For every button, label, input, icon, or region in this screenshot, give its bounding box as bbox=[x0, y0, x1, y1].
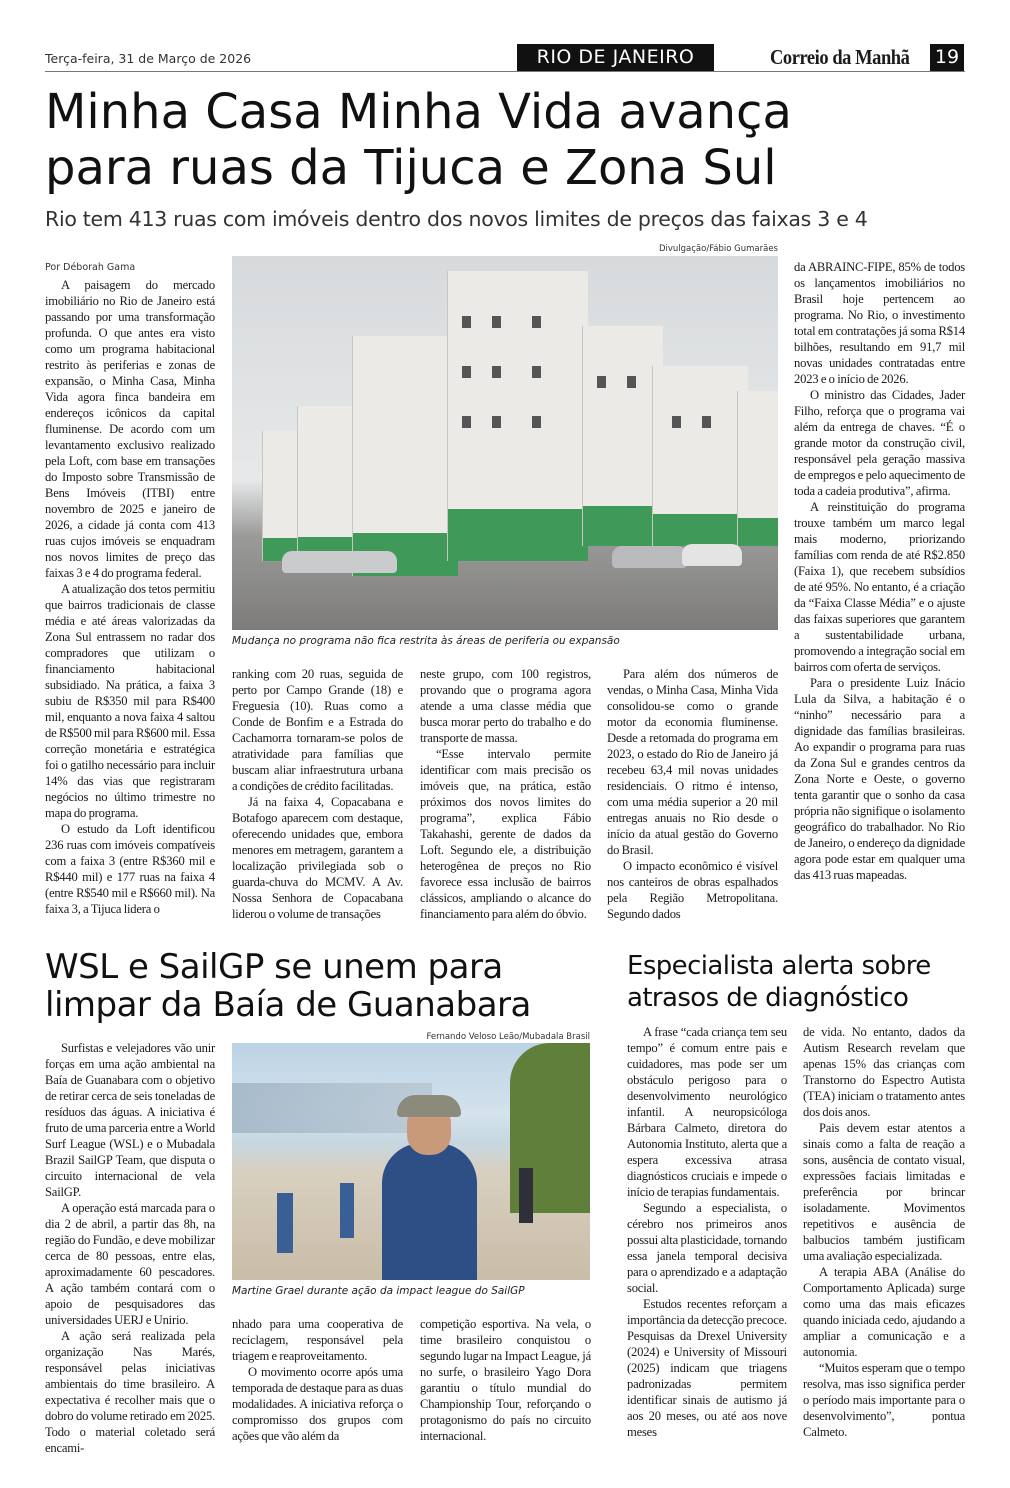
paragraph: O impacto econômico é visível nos canteiros de obras espalhados pela Região Metropolitana. Segundo dados bbox=[607, 859, 778, 921]
paragraph: O estudo da Loft identificou 236 ruas com imóveis compatíveis com a faixa 3 (entre R$360 mil e R$440 mil) e 177 ruas na faixa 4 (entre R$540 mil e R$660 mil). Na faixa 3, a Tijuca lidera o bbox=[45, 822, 215, 916]
wsl-headline bbox=[45, 948, 615, 1024]
autism-column-1 bbox=[627, 1024, 787, 1440]
paragraph: A frase “cada criança tem seu tempo” é comum entre pais e cuidadores, mas pode ser um obstáculo perigoso para o desenvolvimento neurológico infantil. A neuropsicóloga Bárbara Calmeto, diretora do Autonomia Instituto, alerta que a espera excessiva atrasa diagnósticos cruciais e impede o início de terapias fundamentais. bbox=[627, 1025, 787, 1199]
issue-date: Terça-feira, 31 de Março de 2026 bbox=[45, 51, 252, 66]
sailgp-photo bbox=[232, 1043, 590, 1280]
main-column-1 bbox=[45, 277, 215, 917]
byline: Por Déborah Gama bbox=[45, 262, 136, 273]
autism-headline-line2: atrasos de diagnóstico bbox=[627, 983, 909, 1013]
wsl-column-1 bbox=[45, 1040, 215, 1456]
autism-headline bbox=[627, 950, 1007, 1014]
paragraph: de vida. No entanto, dados da Autism Research revelam que apenas 15% das crianças com Transtorno do Espectro Autista (TEA) iniciam o tratamento antes dos dois anos. bbox=[803, 1025, 965, 1119]
paragraph: A ação será realizada pela organização Nas Marés, responsável pelas iniciativas ambientais do time brasileiro. A expectativa é recolher mais que o dobro do volume retirado em 2025. Todo o material coletado será encami- bbox=[45, 1329, 215, 1455]
section-label: RIO DE JANEIRO bbox=[517, 44, 714, 71]
paragraph: Pais devem estar atentos a sinais como a falta de reação a sons, ausência de contato visual, expressões faciais limitadas e preferência por brincar isoladamente. Movimentos repetitivos e ausência de balbucios também justificam uma avaliação especializada. bbox=[803, 1121, 965, 1263]
main-column-5 bbox=[794, 259, 965, 883]
paragraph: A operação está marcada para o dia 2 de abril, a partir das 8h, na região do Fundão, e deve mobilizar cerca de 80 pessoas, entre elas, aproximadamente 60 pescadores. A ação também contará com o apoio de pesquisadores das universidades UERJ e Unirio. bbox=[45, 1201, 215, 1327]
housing-photo bbox=[232, 256, 778, 630]
autism-headline-line1: Especialista alerta sobre bbox=[627, 951, 931, 981]
paragraph: Estudos recentes reforçam a importância da detecção precoce. Pesquisas da Drexel University (2024) e University of Missouri (2025) indicam que triagens padronizadas permitem identificar sinais de autismo já aos 20 meses, ou até aos nove meses bbox=[627, 1297, 787, 1439]
paragraph: “Esse intervalo permite identificar com mais precisão os imóveis que, na prática, estão próximos dos novos limites do programa”, explica Fábio Takahashi, gerente de dados da Loft. Segundo ele, a distribuição heterogênea de preços no Rio favorece essa inclusão de bairros clássicos, ampliando o alcance do financiamento para além do óbvio. bbox=[420, 747, 591, 921]
wsl-column-2 bbox=[232, 1316, 403, 1444]
paragraph: da ABRAINC-FIPE, 85% de todos os lançamentos imobiliários no Brasil hoje pertencem ao programa. No Rio, o investimento total em contratações já soma R$14 bilhões, resultando em 91,7 mil novas unidades contratadas entre 2023 e o início de 2026. bbox=[794, 260, 965, 386]
paragraph: O ministro das Cidades, Jader Filho, reforça que o programa vai além da entrega de chaves. “É o grande motor da construção civil, responsável pela geração massiva de empregos e pelo aquecimento de toda a cadeia produtiva”, afirma. bbox=[794, 388, 965, 498]
main-column-2 bbox=[232, 666, 403, 922]
wsl-headline-line1: WSL e SailGP se unem para bbox=[45, 947, 503, 987]
paragraph: neste grupo, com 100 registros, provando que o programa agora atende a uma classe média que busca morar perto do trabalho e do transporte de massa. bbox=[420, 667, 591, 745]
paragraph: Surfistas e velejadores vão unir forças em uma ação ambiental na Baía de Guanabara com o objetivo de retirar cerca de seis toneladas de resíduos das águas. A iniciativa é fruto de uma parceria entre a World Surf League (WSL) e o Mubadala Brazil SailGP Team, que disputa o circuito internacional de vela SailGP. bbox=[45, 1041, 215, 1199]
main-headline bbox=[45, 84, 1005, 196]
paragraph: A terapia ABA (Análise do Comportamento Aplicada) surge como uma das mais eficazes quando iniciada cedo, ajudando a ampliar a comunicação e a autonomia. bbox=[803, 1265, 965, 1359]
main-headline-line2: para ruas da Tijuca e Zona Sul bbox=[45, 140, 777, 196]
header-divider bbox=[45, 71, 965, 72]
photo-credit: Divulgação/Fábio Gumarães bbox=[658, 244, 778, 254]
main-headline-line1: Minha Casa Minha Vida avança bbox=[45, 84, 792, 140]
main-column-3 bbox=[420, 666, 591, 922]
newspaper-logo: Correio da Manhã bbox=[770, 45, 910, 69]
paragraph: Para o presidente Luiz Inácio Lula da Silva, a habitação é o “ninho” necessário para a dignidade das famílias brasileiras. Ao expandir o programa para ruas da Zona Sul e grandes centros da Zona Norte e Oeste, o governo tenta garantir que o sonho da casa própria não signifique o isolamento geográfico do trabalhador. No Rio de Janeiro, o endereço da dignidade agora pode estar em qualquer uma das 413 ruas mapeadas. bbox=[794, 676, 965, 882]
paragraph: A paisagem do mercado imobiliário no Rio de Janeiro está passando por uma transformação profunda. O que antes era visto como um programa habitacional restrito às periferias e zonas de expansão, o Minha Casa, Minha Vida agora finca bandeira em endereços icônicos da capital fluminense. De acordo com um levantamento exclusivo realizado pela Loft, com base em transações do Imposto sobre Transmissão de Bens Imóveis (ITBI) entre novembro de 2025 e janeiro de 2026, a cidade já conta com 413 ruas cujos imóveis se enquadram nos novos limites de preço das faixas 3 e 4 do programa federal. bbox=[45, 278, 215, 580]
wsl-photo-credit: Fernando Veloso Leão/Mubadala Brasil bbox=[426, 1032, 590, 1042]
paragraph: A reinstituição do programa trouxe também um marco legal mais moderno, priorizando famílias com renda de até R$2.850 (Faixa 1), que recebem subsídios de até 95%. No entanto, é a criação da “Faixa Classe Média” e o ajuste das faixas superiores que garantem a sustentabilidade urbana, promovendo a integração social em bairros com oferta de serviços. bbox=[794, 500, 965, 674]
paragraph: nhado para uma cooperativa de reciclagem, responsável pela triagem e reaproveitamento. bbox=[232, 1317, 403, 1363]
photo-caption: Mudança no programa não fica restrita às áreas de periferia ou expansão bbox=[232, 635, 620, 647]
autism-column-2 bbox=[803, 1024, 965, 1440]
paragraph: O movimento ocorre após uma temporada de destaque para as duas modalidades. A iniciativa reforça o compromisso dos grupos com ações que vão além da bbox=[232, 1365, 403, 1443]
paragraph: ranking com 20 ruas, seguida de perto por Campo Grande (18) e Freguesia (10). Ruas como a Conde de Bonfim e a Estrada do Cachamorra tornaram-se polos de atratividade para famílias que buscam aliar infraestrutura urbana a condições de crédito facilitadas. bbox=[232, 667, 403, 793]
paragraph: Para além dos números de vendas, o Minha Casa, Minha Vida consolidou-se como o grande motor da economia fluminense. Desde a retomada do programa em 2023, o estado do Rio de Janeiro já recebeu 63,4 mil novas unidades residenciais. O ritmo é intenso, com uma média superior a 20 mil entregas anuais no Rio desde o início da atual gestão do Governo do Brasil. bbox=[607, 667, 778, 857]
wsl-column-3 bbox=[420, 1316, 591, 1444]
main-subtitle: Rio tem 413 ruas com imóveis dentro dos novos limites de preços das faixas 3 e 4 bbox=[45, 207, 868, 231]
wsl-headline-line2: limpar da Baía de Guanabara bbox=[45, 985, 531, 1025]
page-number: 19 bbox=[930, 44, 964, 71]
paragraph: competição esportiva. Na vela, o time brasileiro conquistou o segundo lugar na Impact League, já no surfe, o brasileiro Yago Dora garantiu o título mundial do Championship Tour, reforçando o protagonismo do país no circuito internacional. bbox=[420, 1317, 591, 1443]
main-column-4 bbox=[607, 666, 778, 922]
paragraph: A atualização dos tetos permitiu que bairros tradicionais de classe média e até áreas valorizadas da Zona Sul entrassem no radar dos compradores que utilizam o financiamento habitacional subsidiado. Na prática, a faixa 3 subiu de R$350 mil para R$400 mil, enquanto a nova faixa 4 saltou de R$500 mil para R$600 mil. Essa correção monetária e estratégica foi o gatilho necessário para incluir 14% das vias que registraram negócios no último trimestre no mapa do programa. bbox=[45, 582, 215, 820]
paragraph: Já na faixa 4, Copacabana e Botafogo aparecem com destaque, oferecendo unidades que, embora menores em metragem, garantem a localização privilegiada sob o guarda-chuva do MCMV. A Av. Nossa Senhora de Copacabana liderou o volume de transações bbox=[232, 795, 403, 921]
wsl-photo-caption: Martine Grael durante ação da impact league do SailGP bbox=[232, 1285, 525, 1297]
paragraph: “Muitos esperam que o tempo resolva, mas isso significa perder o período mais importante para o desenvolvimento”, pontua Calmeto. bbox=[803, 1361, 965, 1439]
paragraph: Segundo a especialista, o cérebro nos primeiros anos possui alta plasticidade, tornando essa janela temporal decisiva para o aprendizado e a adaptação social. bbox=[627, 1201, 787, 1295]
